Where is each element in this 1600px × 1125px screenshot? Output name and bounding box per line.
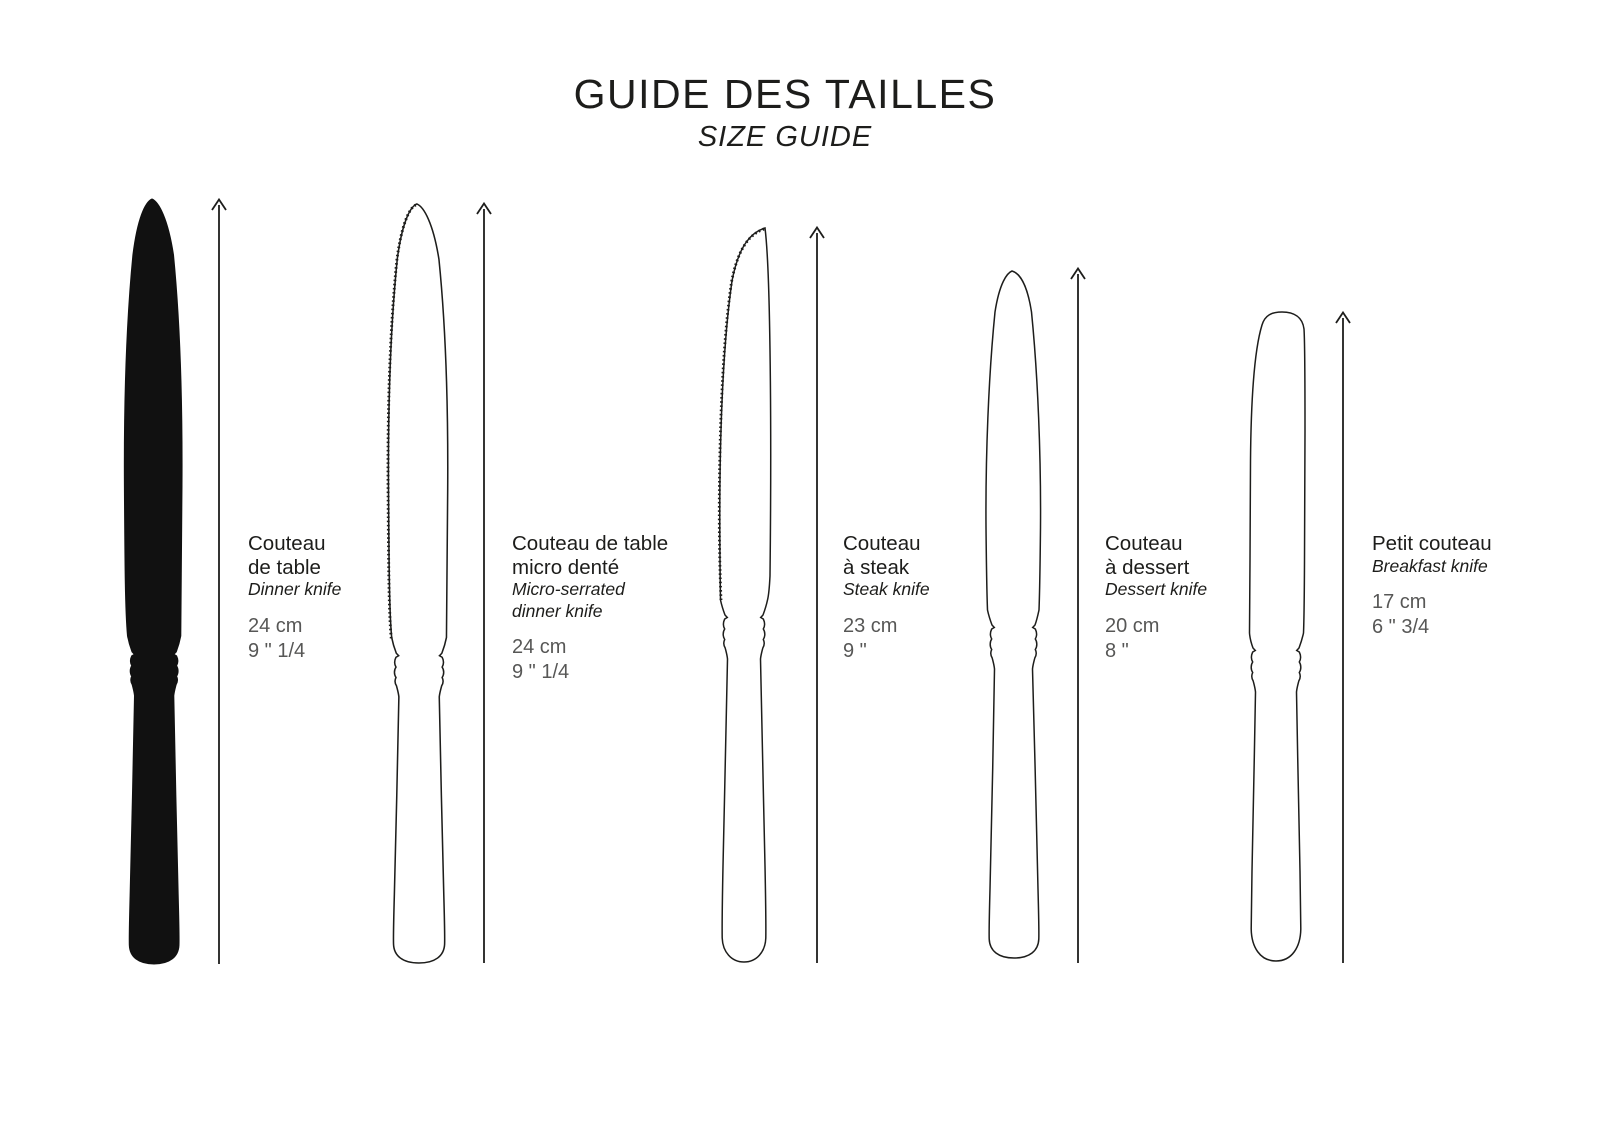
knife-sizes [843,614,930,664]
steak-knife-outline [712,226,792,964]
knife-label-dessert [1105,532,1207,664]
size-inches: 9 " 1/4 [248,639,306,662]
size-cm: 20 cm [1105,614,1160,637]
knife-name-fr: de table [248,555,321,579]
knife-name-en: Dinner knife [248,579,342,599]
knife-name-fr: Couteau [1105,532,1183,555]
knife-sizes [1372,590,1492,640]
knife-name-fr: à dessert [1105,555,1190,579]
knife-name-fr: Couteau de table [512,532,669,555]
breakfast-knife-outline [1238,311,1312,964]
up-arrow-icon [475,201,493,964]
dessert-knife-outline [981,267,1057,964]
knife-name-fr: Couteau [843,532,921,555]
size-cm: 23 cm [843,614,898,637]
knife-name-fr: micro denté [512,555,620,579]
size-inches: 9 " 1/4 [512,661,570,683]
knife-label-dinner [248,532,341,664]
size-cm: 17 cm [1372,591,1427,613]
knife-name-en: Dessert knife [1105,579,1208,599]
knife-name-en: dinner knife [512,600,603,621]
dinner-knife-silhouette [121,197,193,965]
page-title: GUIDE DES TAILLES [573,71,997,117]
knife-label-steak [843,532,930,664]
knife-sizes [1105,614,1207,664]
size-inches: 6 " 3/4 [1372,616,1430,638]
size-inches: 8 " [1105,639,1129,662]
size-cm: 24 cm [512,636,567,658]
up-arrow-icon [1069,266,1087,964]
knife-name-fr: Petit couteau [1372,532,1492,555]
micro-serrated-knife-outline [385,202,459,964]
size-inches: 9 " [843,639,867,662]
knife-sizes [248,614,341,664]
knife-label-breakfast [1372,532,1492,640]
knife-name-en: Micro-serrated [512,579,625,599]
up-arrow-icon [1334,310,1352,964]
size-cm: 24 cm [248,614,303,637]
knife-name-fr: Couteau [248,532,326,555]
page-subtitle: SIZE GUIDE [697,121,873,153]
up-arrow-icon [210,197,228,965]
knife-sizes [512,635,668,685]
knife-name-fr: à steak [843,555,910,579]
up-arrow-icon [808,225,826,964]
title-block [574,72,997,155]
knife-label-micro-serrated [512,532,668,685]
knife-name-en: Breakfast knife [1372,555,1488,576]
knife-name-en: Steak knife [843,579,930,599]
